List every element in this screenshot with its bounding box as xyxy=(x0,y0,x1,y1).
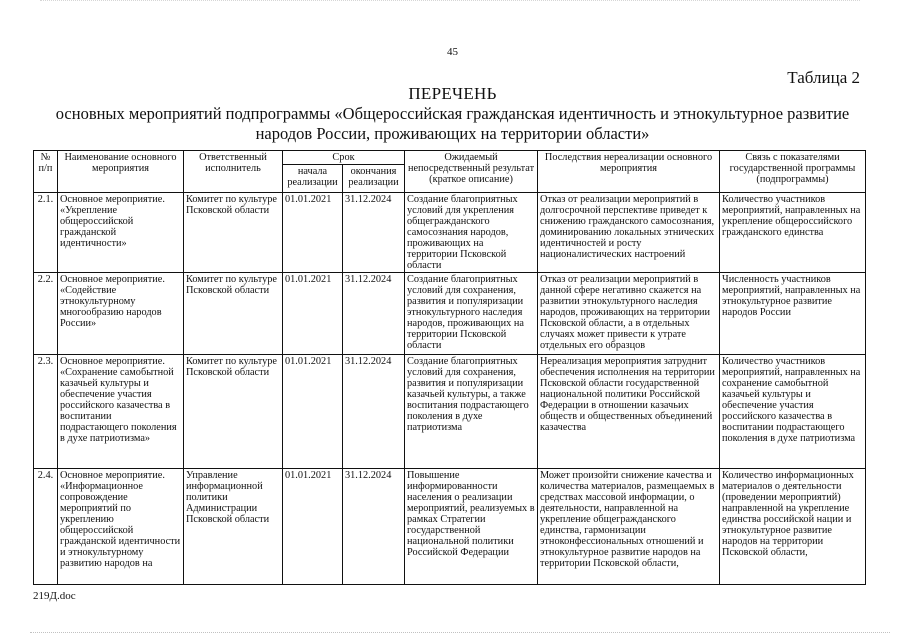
header-start: начала реализации xyxy=(283,165,343,193)
row-num: 2.1. xyxy=(34,193,58,273)
row-end: 31.12.2024 xyxy=(343,273,405,355)
row-end: 31.12.2024 xyxy=(343,193,405,273)
row-num: 2.2. xyxy=(34,273,58,355)
row-start: 01.01.2021 xyxy=(283,273,343,355)
row-name: Основное мероприятие. «Укрепление общероссийской гражданской идентичности» xyxy=(58,193,184,273)
row-result: Создание благоприятных условий для сохранения, развития и популяризации этнокультурного наследия народов, проживающих на территории Псковской области xyxy=(405,273,538,355)
header-indicators: Связь с показателями государственной программы (подпрограммы) xyxy=(720,151,866,193)
header-result: Ожидаемый непосредственный результат (краткое описание) xyxy=(405,151,538,193)
row-responsible: Комитет по культуре Псковской области xyxy=(184,355,283,469)
row-name: Основное мероприятие. «Информационное сопровождение мероприятий по укреплению общероссийской гражданской идентичности и этнокультурному развитию народов на xyxy=(58,469,184,585)
row-name: Основное мероприятие. «Содействие этнокультурному многообразию народов России» xyxy=(58,273,184,355)
row-responsible: Управление информационной политики Администрации Псковской области xyxy=(184,469,283,585)
row-num: 2.4. xyxy=(34,469,58,585)
measures-table xyxy=(33,150,866,585)
header-responsible: Ответственный исполнитель xyxy=(184,151,283,193)
row-indicators: Количество участников мероприятий, направленных на сохранение самобытной казачьей культуры и обеспечение участия российского казачества в воспитании подрастающего поколения в духе патриотизма xyxy=(720,355,866,469)
scan-artifact-bottom xyxy=(30,632,890,637)
row-num: 2.3. xyxy=(34,355,58,469)
row-consequences: Отказ от реализации мероприятий в долгосрочной перспективе приведет к снижению гражданского самосознания, доминированию локальных этнических идентичностей и росту националистических настроений xyxy=(538,193,720,273)
row-result: Создание благоприятных условий для сохранения, развития и популяризации казачьей культуры, а также воспитания подрастающего поколения в духе патриотизма xyxy=(405,355,538,469)
row-result: Повышение информированности населения о реализации мероприятий, реализуемых в рамках Стратегии государственной национальной политики Российской Федерации xyxy=(405,469,538,585)
header-end: окончания реализации xyxy=(343,165,405,193)
row-start: 01.01.2021 xyxy=(283,193,343,273)
table-row xyxy=(34,355,866,469)
row-end: 31.12.2024 xyxy=(343,355,405,469)
row-end: 31.12.2024 xyxy=(343,469,405,585)
footer-filename: 219Д.doc xyxy=(33,590,76,602)
row-consequences: Может произойти снижение качества и количества материалов, размещаемых в средствах массовой информации, о деятельности, направленной на укрепление общегражданского единства, гармонизации этноконфессиональных отношений и этнокультурное развитие народов на территории Псковской области, xyxy=(538,469,720,585)
row-indicators: Численность участников мероприятий, направленных на этнокультурное развитие народов России xyxy=(720,273,866,355)
row-name: Основное мероприятие. «Сохранение самобытной казачьей культуры и обеспечение участия российского казачества в воспитании подрастающего поколения в духе патриотизма» xyxy=(58,355,184,469)
scan-artifact-top xyxy=(40,0,860,6)
header-num: № п/п xyxy=(34,151,58,193)
header-term: Срок xyxy=(283,151,405,165)
document-subtitle: основных мероприятий подпрограммы «Общероссийская гражданская идентичность и этнокультурное развитие народов России, проживающих на территории области» xyxy=(55,104,850,143)
table-label: Таблица 2 xyxy=(787,68,860,87)
row-responsible: Комитет по культуре Псковской области xyxy=(184,193,283,273)
row-indicators: Количество информационных материалов о деятельности (проведении мероприятий) направленной на укрепление единства российской нации и этнокультурное развитие народов на территории Псковской области, xyxy=(720,469,866,585)
row-result: Создание благоприятных условий для укрепления общегражданского самосознания народов, проживающих на территории Псковской области xyxy=(405,193,538,273)
table-row xyxy=(34,469,866,585)
row-consequences: Нереализация мероприятия затруднит обеспечения исполнения на территории Псковской области государственной национальной политики Российской Федерации в отношении казачьих обществ и общественных объединений казачества xyxy=(538,355,720,469)
table-row xyxy=(34,193,866,273)
header-consequences: Последствия нереализации основного мероприятия xyxy=(538,151,720,193)
document-title: ПЕРЕЧЕНЬ xyxy=(408,84,497,103)
row-responsible: Комитет по культуре Псковской области xyxy=(184,273,283,355)
row-consequences: Отказ от реализации мероприятий в данной сфере негативно скажется на развитии этнокультурного наследия народов, проживающих на территории Псковской области, а в отдельных случаях может привести к утрате отдельных его образцов xyxy=(538,273,720,355)
row-start: 01.01.2021 xyxy=(283,469,343,585)
header-name: Наименование основного мероприятия xyxy=(58,151,184,193)
row-start: 01.01.2021 xyxy=(283,355,343,469)
page-number: 45 xyxy=(447,46,458,58)
row-indicators: Количество участников мероприятий, направленных на укрепление общероссийского гражданского единства xyxy=(720,193,866,273)
table-row xyxy=(34,273,866,355)
